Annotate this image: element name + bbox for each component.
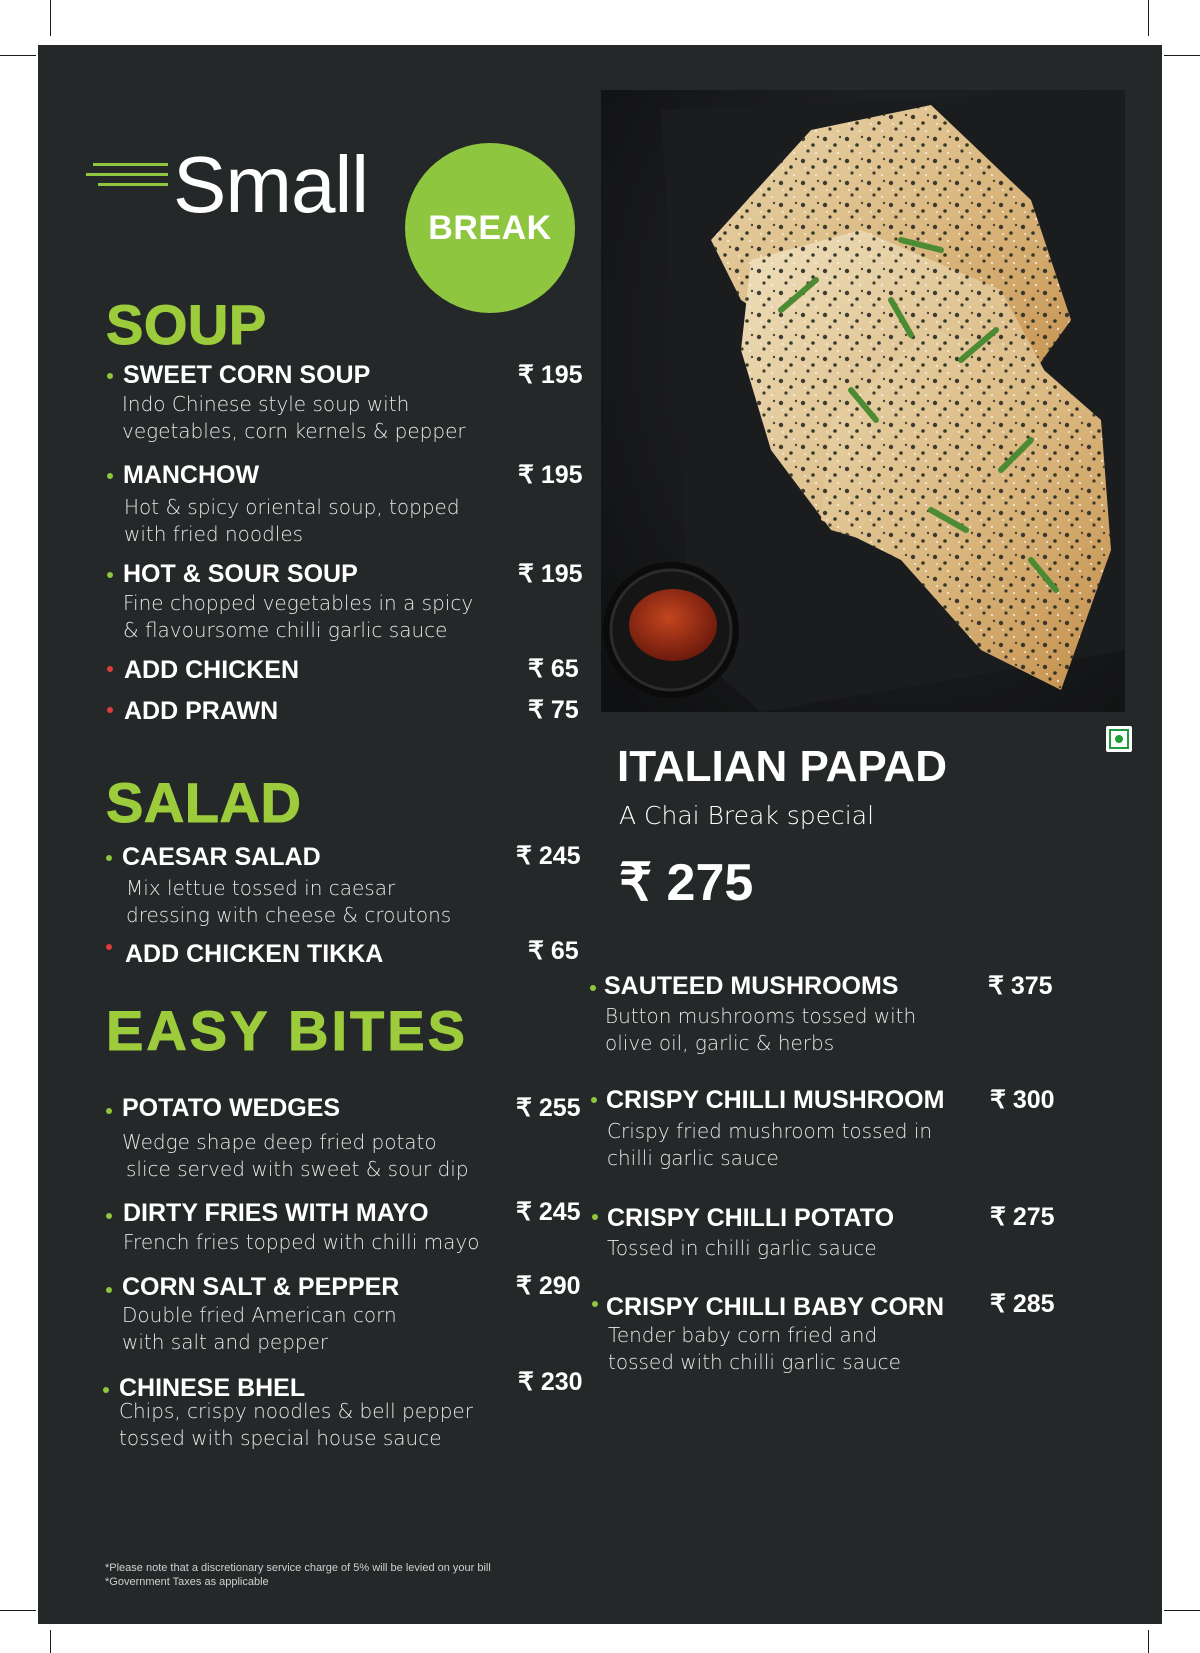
menu-item-name: CORN SALT & PEPPER [122, 1273, 400, 1301]
menu-item-name: SWEET CORN SOUP [123, 361, 371, 389]
addon-price: ₹ 65 [528, 655, 579, 683]
addon-bullet [106, 944, 112, 950]
menu-item-desc: Hot & spicy oriental soup, topped [124, 495, 460, 519]
menu-item-desc: tossed with special house sauce [119, 1426, 442, 1450]
speed-line [93, 163, 168, 166]
special-price: ₹ 275 [619, 854, 754, 912]
crop-mark [1148, 0, 1149, 36]
menu-item-price: ₹ 245 [516, 1198, 581, 1226]
item-bullet [106, 1287, 112, 1293]
speed-line [86, 173, 168, 176]
menu-item-desc: Indo Chinese style soup with [122, 392, 410, 416]
menu-item-desc: Tossed in chilli garlic sauce [607, 1236, 877, 1260]
papad-illustration [601, 90, 1125, 712]
menu-item-desc: with salt and pepper [122, 1330, 329, 1354]
menu-item-desc: Double fried American corn [122, 1303, 397, 1327]
easy-bites-heading: EASY BITES [106, 999, 468, 1062]
header-title: Small [173, 140, 369, 229]
special-subtitle: A Chai Break special [619, 801, 875, 830]
menu-item-name: CRISPY CHILLI MUSHROOM [606, 1086, 945, 1114]
menu-item-name: HOT & SOUR SOUP [123, 560, 358, 588]
menu-item-price: ₹ 285 [990, 1290, 1055, 1318]
addon-name: ADD PRAWN [124, 697, 279, 725]
menu-item-desc: & flavoursome chilli garlic sauce [123, 618, 448, 642]
menu-item-name: CHINESE BHEL [119, 1374, 306, 1402]
menu-item-price: ₹ 375 [988, 972, 1053, 1000]
crop-mark [0, 55, 36, 56]
addon-price: ₹ 65 [528, 937, 579, 965]
menu-item-desc: olive oil, garlic & herbs [605, 1031, 835, 1055]
crop-mark [50, 0, 51, 36]
break-badge-label: BREAK [428, 208, 552, 247]
menu-item-name: CRISPY CHILLI BABY CORN [606, 1293, 945, 1321]
menu-item-price: ₹ 195 [518, 461, 583, 489]
item-bullet [107, 473, 113, 479]
item-bullet [106, 855, 112, 861]
menu-item-desc: Fine chopped vegetables in a spicy [123, 591, 474, 615]
item-bullet [103, 1387, 109, 1393]
crop-mark [1148, 1630, 1149, 1653]
crop-mark [1164, 1610, 1200, 1611]
item-bullet [107, 373, 113, 379]
special-title: ITALIAN PAPAD [617, 742, 947, 791]
menu-item-price: ₹ 290 [516, 1272, 581, 1300]
item-bullet [107, 572, 113, 578]
addon-name: ADD CHICKEN TIKKA [125, 940, 384, 968]
veg-symbol-icon [1106, 726, 1132, 752]
item-bullet [592, 1301, 598, 1307]
footnote: *Government Taxes as applicable [105, 1576, 269, 1588]
break-badge [405, 143, 575, 313]
item-bullet [591, 1097, 597, 1103]
menu-item-desc: Mix lettue tossed in caesar [126, 876, 396, 900]
menu-item-price: ₹ 275 [990, 1203, 1055, 1231]
speed-line [98, 183, 168, 186]
crop-mark [1164, 55, 1200, 56]
menu-item-price: ₹ 245 [516, 842, 581, 870]
menu-item-name: CAESAR SALAD [122, 843, 321, 871]
crop-mark [50, 1630, 51, 1653]
menu-item-desc: French fries topped with chilli mayo [123, 1230, 480, 1254]
menu-page [38, 45, 1162, 1624]
menu-item-name: CRISPY CHILLI POTATO [607, 1204, 895, 1232]
menu-item-desc: tossed with chilli garlic sauce [608, 1350, 901, 1374]
menu-item-name: SAUTEED MUSHROOMS [604, 972, 899, 1000]
menu-item-name: POTATO WEDGES [122, 1094, 341, 1122]
menu-item-price: ₹ 255 [516, 1094, 581, 1122]
menu-item-desc: chilli garlic sauce [607, 1146, 779, 1170]
menu-item-price: ₹ 300 [990, 1086, 1055, 1114]
item-bullet [106, 1213, 112, 1219]
salad-heading: SALAD [106, 771, 302, 834]
menu-item-desc: Tender baby corn fried and [608, 1323, 878, 1347]
menu-item-desc: Wedge shape deep fried potato [122, 1130, 437, 1154]
item-bullet [106, 1108, 112, 1114]
addon-price: ₹ 75 [528, 696, 579, 724]
menu-item-price: ₹ 230 [518, 1368, 583, 1396]
italian-papad-photo [601, 90, 1125, 712]
menu-item-name: MANCHOW [123, 461, 260, 489]
menu-item-desc: vegetables, corn kernels & pepper [122, 419, 466, 443]
menu-item-desc: dressing with cheese & croutons [126, 903, 452, 927]
menu-item-desc: Button mushrooms tossed with [605, 1004, 917, 1028]
item-bullet [590, 985, 596, 991]
menu-item-price: ₹ 195 [518, 361, 583, 389]
addon-name: ADD CHICKEN [124, 656, 299, 684]
menu-item-desc: Crispy fried mushroom tossed in [607, 1119, 933, 1143]
addon-bullet [107, 666, 113, 672]
menu-item-price: ₹ 195 [518, 560, 583, 588]
menu-item-desc: with fried noodles [124, 522, 304, 546]
soup-heading: SOUP [106, 293, 267, 356]
item-bullet [592, 1214, 598, 1220]
crop-mark [0, 1610, 36, 1611]
menu-item-desc: Chips, crispy noodles & bell pepper [119, 1399, 473, 1423]
menu-item-name: DIRTY FRIES WITH MAYO [123, 1199, 429, 1227]
addon-bullet [107, 707, 113, 713]
menu-item-desc: slice served with sweet & sour dip [126, 1157, 469, 1181]
footnote: *Please note that a discretionary service charge of 5% will be levied on your bill [105, 1562, 491, 1574]
